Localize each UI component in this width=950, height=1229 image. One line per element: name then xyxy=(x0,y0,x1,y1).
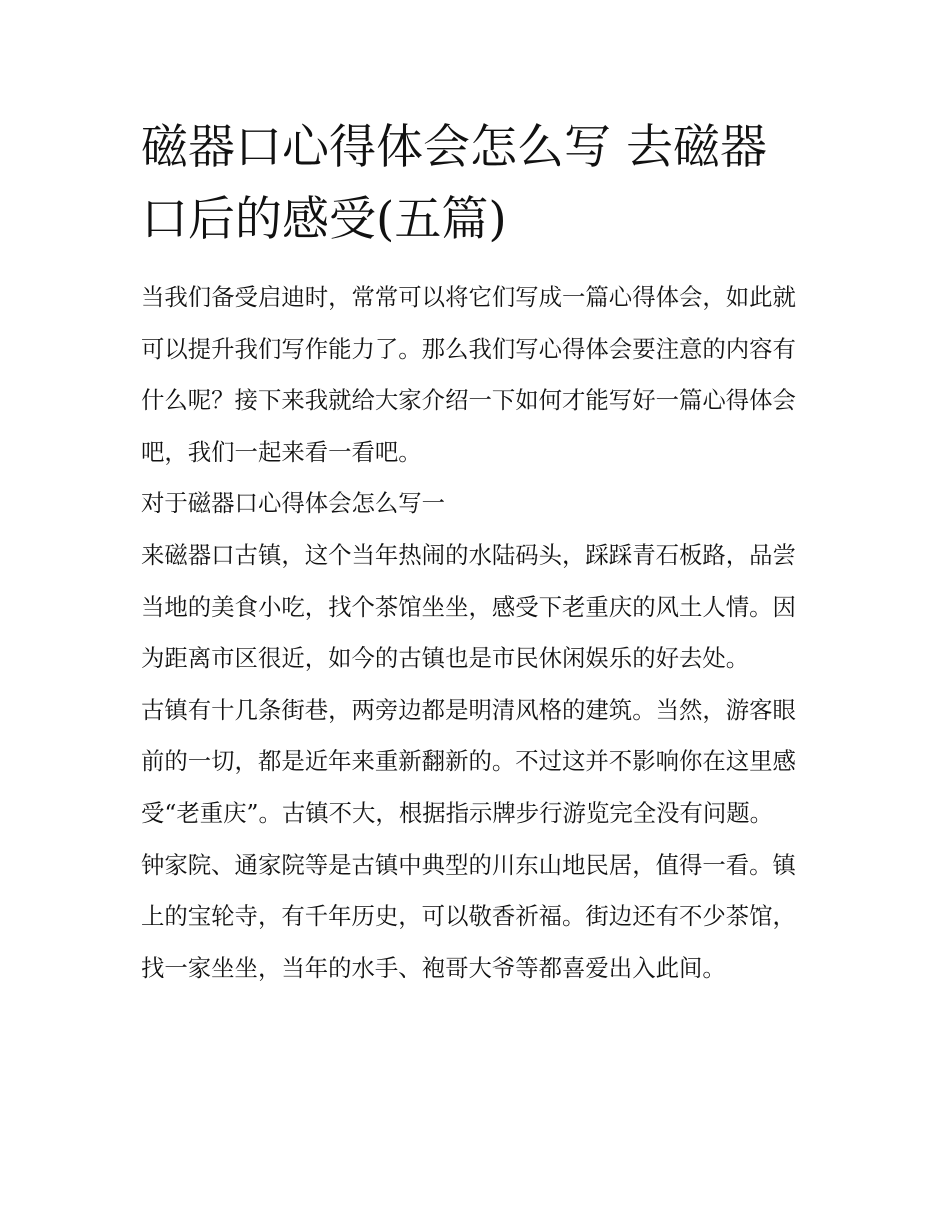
body-paragraph: 古镇有十几条街巷，两旁边都是明清风格的建筑。当然，游客眼前的一切，都是近年来重新翻新的。不过这并不影响你在这里感受“老重庆”。古镇不大，根据指示牌步行游览完全没有问题。 xyxy=(141,695,796,827)
intro-paragraph: 当我们备受启迪时，常常可以将它们写成一篇心得体会，如此就可以提升我们写作能力了。那么我们写心得体会要注意的内容有什么呢？接下来我就给大家介绍一下如何才能写好一篇心得体会吧，我们一起来看一看吧。 xyxy=(141,283,796,466)
body-paragraph: 来磁器口古镇，这个当年热闹的水陆码头，踩踩青石板路，品尝当地的美食小吃，找个茶馆坐坐，感受下老重庆的风土人情。因为距离市区很近，如今的古镇也是市民休闲娱乐的好去处。 xyxy=(141,540,796,673)
body-paragraph: 钟家院、通家院等是古镇中典型的川东山地民居，值得一看。镇上的宝轮寺，有千年历史，可以敬香祈福。街边还有不少茶馆，找一家坐坐，当年的水手、袍哥大爷等都喜爱出入此间。 xyxy=(141,850,796,982)
document-title: 磁器口心得体会怎么写 去磁器口后的感受(五篇) xyxy=(141,120,767,247)
document-body xyxy=(141,272,813,994)
document-content xyxy=(141,112,813,994)
section-heading: 对于磁器口心得体会怎么写一 xyxy=(141,489,446,518)
